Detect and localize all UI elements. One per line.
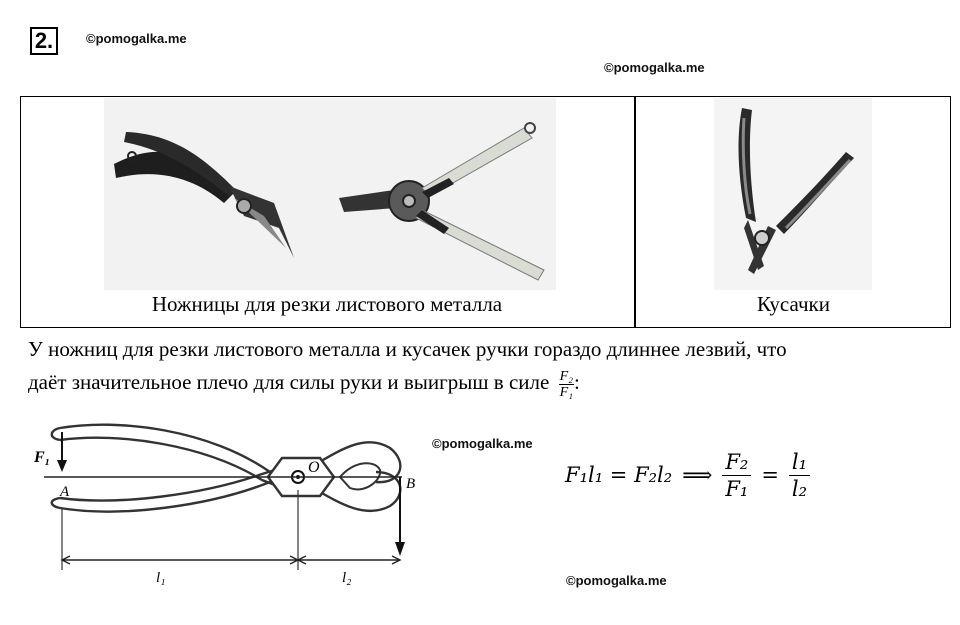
formula-arm-denominator: l₂ — [791, 476, 808, 501]
watermark-middle: ©pomogalka.me — [432, 436, 533, 451]
label-arm2: l₂ — [342, 570, 352, 585]
upper-handle-inner — [60, 438, 288, 490]
label-force1: F₁ — [34, 449, 51, 466]
tin-snips-image — [104, 98, 556, 290]
formula-force-fraction — [722, 449, 751, 502]
label-point-b: B — [406, 476, 416, 492]
nippers-image — [714, 98, 872, 290]
formula-force-numerator: F₂ — [722, 449, 751, 476]
formula-arm-numerator: l₁ — [789, 449, 810, 476]
watermark-top-left: ©pomogalka.me — [86, 31, 187, 46]
label-arm1: l₁ — [156, 570, 166, 585]
task-number-badge: 2. — [30, 27, 58, 55]
lever-formula — [565, 440, 810, 510]
caption-tin-snips: Ножницы для резки листового металла — [151, 292, 503, 316]
caption-nippers: Кусачки — [757, 292, 830, 316]
force-ratio-denominator: F₁ — [559, 384, 573, 400]
formula-lhs: F₁l₁ = F₂l₂ — [565, 463, 673, 487]
lower-handle-inner — [60, 466, 288, 501]
watermark-top-right: ©pomogalka.me — [604, 60, 705, 75]
lower-handle — [60, 472, 400, 512]
label-point-a: A — [60, 484, 70, 500]
label-pivot: O — [308, 459, 320, 476]
explanation-line-2 — [28, 366, 938, 400]
force-ratio-numerator: F₂ — [559, 368, 573, 384]
formula-force-denominator: F₁ — [725, 476, 749, 501]
force-ratio — [559, 369, 574, 400]
force-ratio-suffix: : — [574, 370, 580, 394]
explanation-line-2-text: даёт значительное плечо для силы руки и выигрыш в силе — [28, 370, 550, 394]
upper-handle — [60, 425, 400, 482]
formula-arm-fraction — [789, 449, 810, 502]
formula-implies: ⟹ — [682, 463, 713, 487]
lever-diagram — [30, 410, 430, 585]
explanation-line-1: У ножниц для резки листового металла и кусачек ручки гораздо длиннее лезвий, что — [28, 337, 787, 361]
formula-equals: = — [761, 463, 779, 487]
watermark-bottom: ©pomogalka.me — [566, 573, 667, 588]
